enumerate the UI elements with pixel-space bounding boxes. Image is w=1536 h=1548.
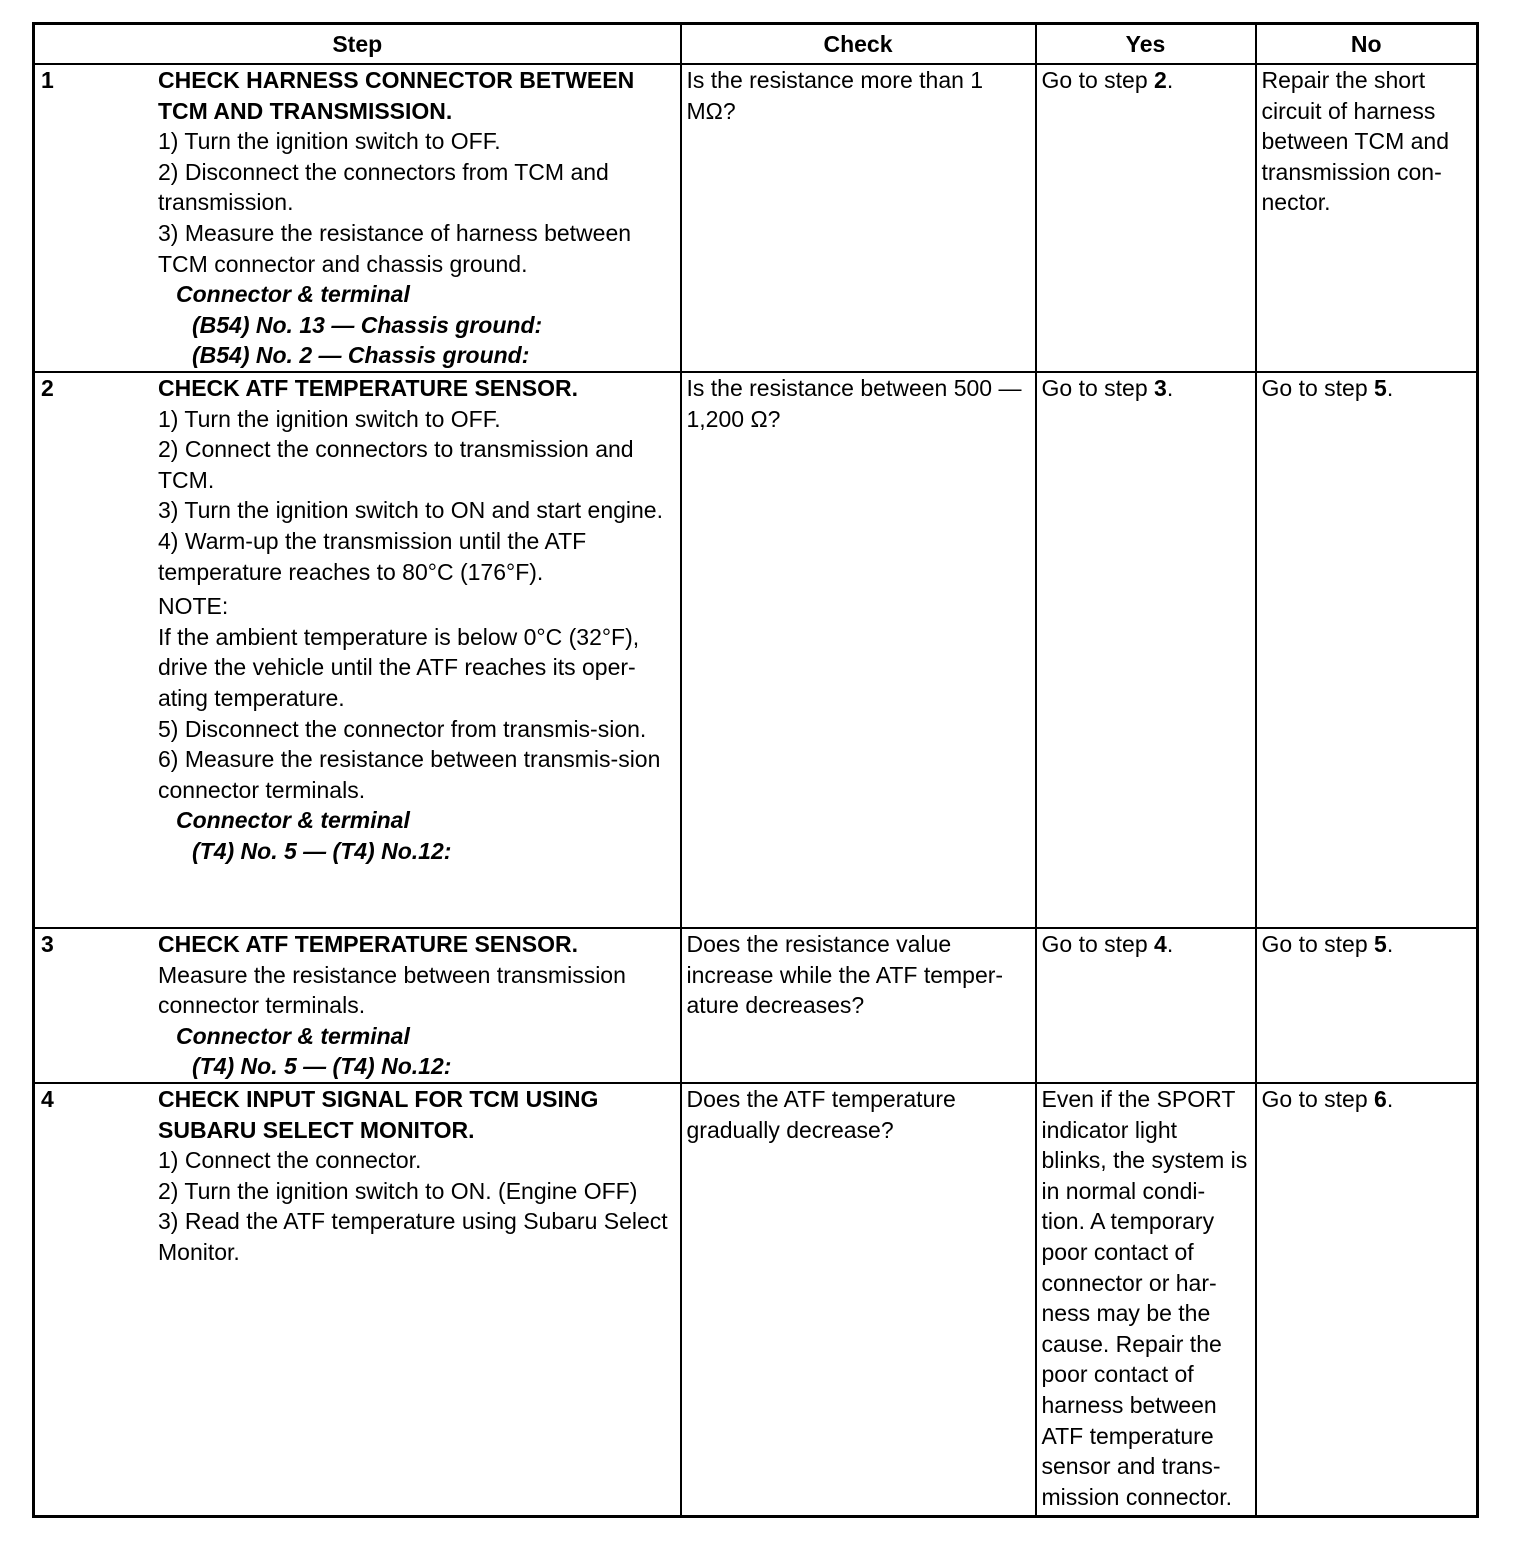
no-suffix: . bbox=[1386, 1086, 1394, 1112]
table-row bbox=[34, 928, 1478, 1083]
step-instruction: 4) Warm-up the transmission until the ATF temperature reaches to 80°C (176°F). bbox=[158, 527, 587, 585]
step-title: CHECK ATF TEMPERATURE SENSOR. bbox=[158, 931, 578, 957]
step-instruction: 1) Turn the ignition switch to OFF. bbox=[158, 405, 501, 432]
connector-terminal: (T4) No. 5 — (T4) No.12: bbox=[192, 1053, 452, 1080]
step-body bbox=[158, 65, 674, 371]
step-instruction: 5) Disconnect the connector from transmis-sion. bbox=[158, 715, 647, 742]
check-question: Is the resistance more than 1 MΩ? bbox=[686, 67, 984, 124]
step-cell bbox=[34, 1083, 681, 1516]
step-instruction: 3) Read the ATF temperature using Subaru Select Monitor. bbox=[158, 1208, 668, 1265]
step-number: 1 bbox=[41, 67, 54, 93]
no-cell bbox=[1256, 1083, 1478, 1516]
yes-step-ref: 4 bbox=[1154, 931, 1167, 957]
step-body bbox=[158, 929, 674, 1082]
no-step-ref: 5 bbox=[1374, 375, 1387, 401]
header-no: No bbox=[1256, 24, 1478, 65]
diagnostic-table bbox=[32, 22, 1479, 1518]
yes-cell bbox=[1036, 1083, 1256, 1516]
header-yes: Yes bbox=[1036, 24, 1256, 65]
connector-heading: Connector & terminal bbox=[176, 807, 410, 834]
no-step-ref: 5 bbox=[1374, 931, 1387, 957]
no-prefix: Go to step bbox=[1261, 375, 1375, 401]
yes-action: Even if the SPORT indicator light blinks, the system is in normal condi-tion. A temporary poor contact of connector or har-ness may be the cause. Repair the poor contact of harness between ATF temperature sensor and trans-mission connector. bbox=[1041, 1086, 1248, 1510]
yes-prefix: Go to step bbox=[1041, 67, 1155, 93]
step-number: 3 bbox=[41, 931, 54, 957]
header-row bbox=[34, 24, 1478, 65]
yes-suffix: . bbox=[1166, 931, 1174, 957]
table-row bbox=[34, 372, 1478, 928]
step-instruction: 6) Measure the resistance between transmis-sion connector terminals. bbox=[158, 746, 661, 803]
yes-step-ref: 3 bbox=[1154, 375, 1167, 401]
table-row bbox=[34, 1083, 1478, 1516]
step-title: CHECK HARNESS CONNECTOR BETWEEN TCM AND TRANSMISSION. bbox=[158, 67, 635, 124]
yes-prefix: Go to step bbox=[1041, 375, 1155, 401]
step-number: 4 bbox=[41, 1086, 54, 1112]
check-cell bbox=[681, 928, 1036, 1083]
check-cell bbox=[681, 1083, 1036, 1516]
yes-suffix: . bbox=[1166, 375, 1174, 401]
connector-terminal: (B54) No. 2 — Chassis ground: bbox=[192, 342, 530, 369]
step-instruction: 2) Connect the connectors to transmission and TCM. bbox=[158, 436, 634, 493]
no-step-ref: 6 bbox=[1374, 1086, 1387, 1112]
header-step: Step bbox=[34, 24, 681, 65]
table-row bbox=[34, 64, 1478, 372]
yes-suffix: . bbox=[1166, 67, 1174, 93]
connector-heading: Connector & terminal bbox=[176, 281, 410, 308]
step-instruction: 1) Connect the connector. bbox=[158, 1147, 422, 1174]
step-body bbox=[158, 1084, 674, 1268]
yes-cell bbox=[1036, 64, 1256, 372]
step-instruction: 2) Turn the ignition switch to ON. (Engine OFF) bbox=[158, 1177, 638, 1204]
yes-step-ref: 2 bbox=[1154, 67, 1167, 93]
yes-cell bbox=[1036, 928, 1256, 1083]
step-instruction: 3) Measure the resistance of harness between TCM connector and chassis ground. bbox=[158, 219, 632, 277]
step-instruction: Measure the resistance between transmission connector terminals. bbox=[158, 961, 626, 1019]
no-prefix: Go to step bbox=[1261, 931, 1375, 957]
note-text: If the ambient temperature is below 0°C (32°F), drive the vehicle until the ATF reaches its oper-ating temperature. bbox=[158, 623, 640, 711]
yes-prefix: Go to step bbox=[1041, 931, 1155, 957]
no-suffix: . bbox=[1386, 931, 1394, 957]
check-question: Does the ATF temperature gradually decrease? bbox=[686, 1086, 956, 1143]
no-suffix: . bbox=[1386, 375, 1394, 401]
check-question: Does the resistance value increase while the ATF temper-ature decreases? bbox=[686, 931, 1004, 1019]
check-cell bbox=[681, 372, 1036, 928]
step-instruction: 3) Turn the ignition switch to ON and start engine. bbox=[158, 497, 663, 524]
step-cell bbox=[34, 372, 681, 928]
note-label: NOTE: bbox=[158, 593, 229, 620]
connector-terminal: (B54) No. 13 — Chassis ground: bbox=[192, 311, 543, 338]
step-body bbox=[158, 373, 674, 867]
no-prefix: Go to step bbox=[1261, 1086, 1375, 1112]
check-cell bbox=[681, 64, 1036, 372]
step-number: 2 bbox=[41, 375, 54, 401]
step-cell bbox=[34, 64, 681, 372]
step-cell bbox=[34, 928, 681, 1083]
header-check: Check bbox=[681, 24, 1036, 65]
step-instruction: 2) Disconnect the connectors from TCM and transmission. bbox=[158, 158, 609, 216]
connector-heading: Connector & terminal bbox=[176, 1022, 410, 1049]
no-cell bbox=[1256, 64, 1478, 372]
connector-terminal: (T4) No. 5 — (T4) No.12: bbox=[192, 837, 452, 864]
no-cell bbox=[1256, 372, 1478, 928]
step-title: CHECK ATF TEMPERATURE SENSOR. bbox=[158, 375, 578, 401]
check-question: Is the resistance between 500 — 1,200 Ω? bbox=[686, 375, 1022, 432]
no-cell bbox=[1256, 928, 1478, 1083]
step-instruction: 1) Turn the ignition switch to OFF. bbox=[158, 128, 501, 155]
no-action: Repair the short circuit of harness between TCM and transmission con-nector. bbox=[1261, 67, 1450, 216]
yes-cell bbox=[1036, 372, 1256, 928]
step-title: CHECK INPUT SIGNAL FOR TCM USING SUBARU SELECT MONITOR. bbox=[158, 1086, 599, 1143]
